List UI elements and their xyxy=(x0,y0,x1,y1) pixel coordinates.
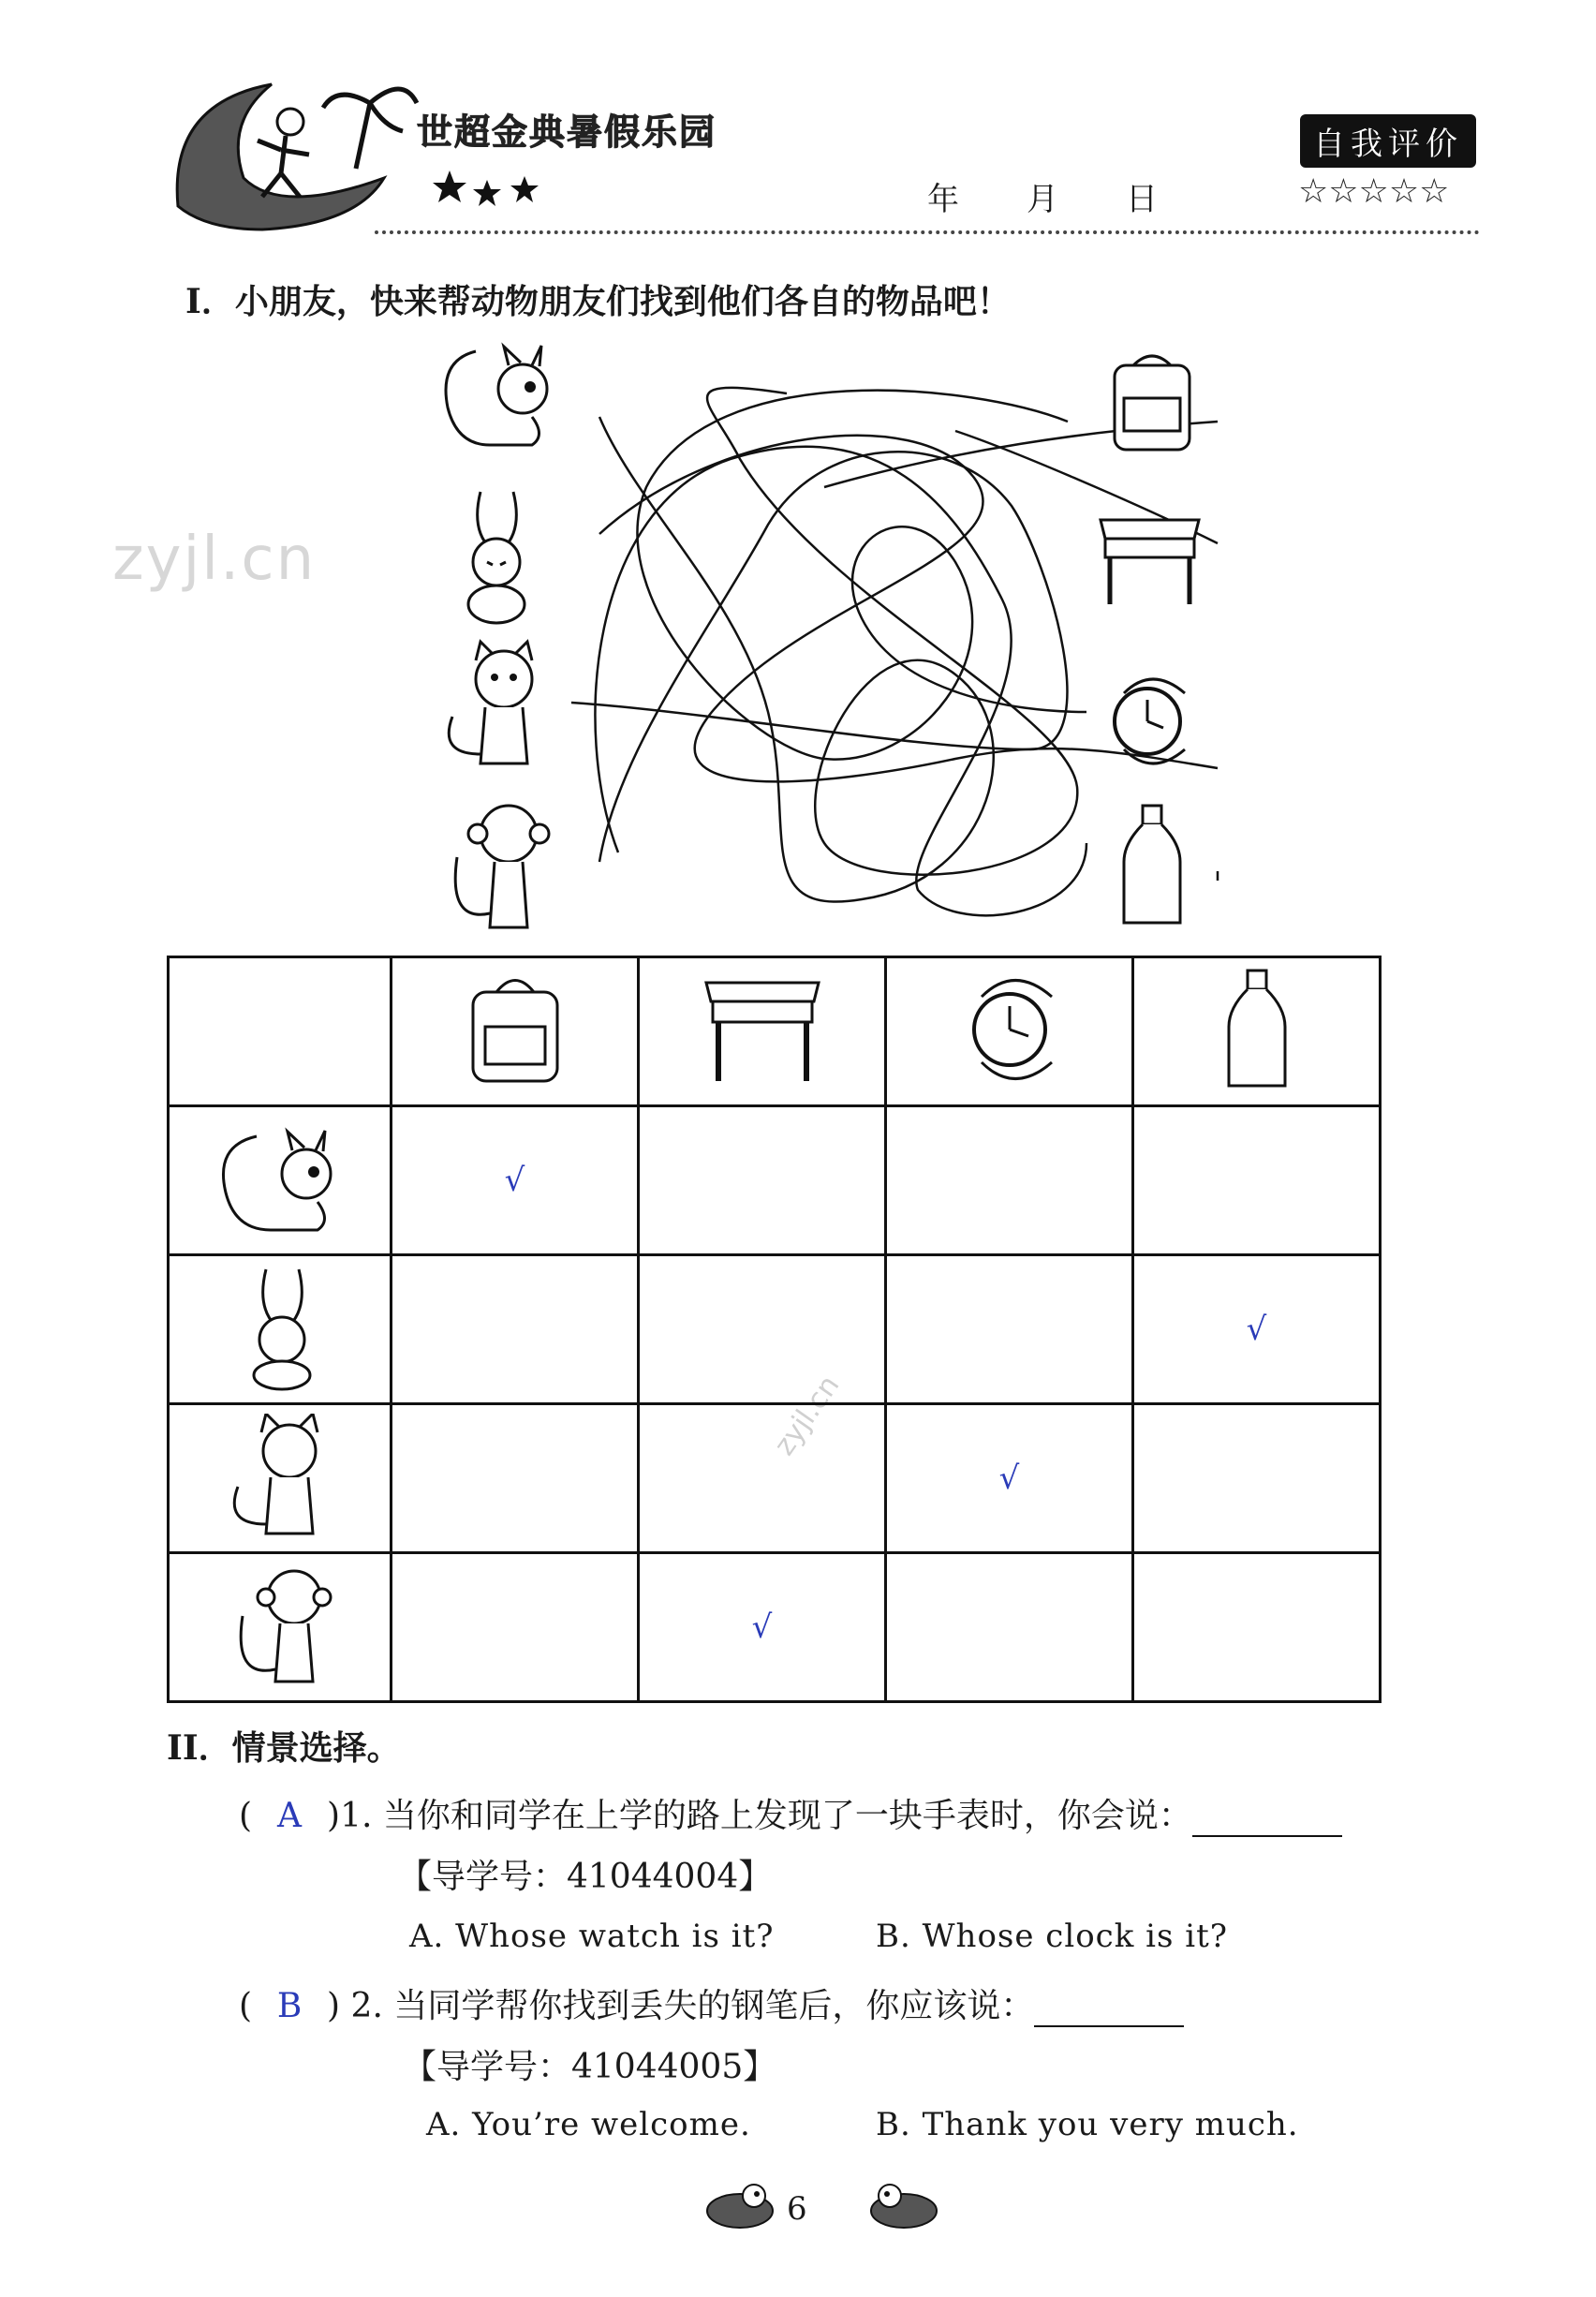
bird-left-icon xyxy=(702,2175,777,2231)
answer-cell[interactable] xyxy=(1133,1106,1381,1255)
schoolbag-icon xyxy=(459,969,571,1090)
check-mark: √ xyxy=(998,1460,1020,1497)
q2-open-paren: ( xyxy=(239,1987,253,2025)
date-fields xyxy=(927,173,1225,219)
q1-open-paren: ( xyxy=(239,1797,253,1835)
header-cell-watch xyxy=(886,957,1133,1106)
table-row xyxy=(169,1404,1381,1553)
answer-cell[interactable] xyxy=(639,1255,886,1404)
q2-ref: 【导学号：41044005】 xyxy=(403,2048,777,2086)
q1-blank[interactable] xyxy=(1192,1797,1342,1837)
row-head-monkey xyxy=(169,1553,392,1702)
watermark-small: zyjl.cn xyxy=(768,1370,847,1462)
cat-icon xyxy=(219,1414,341,1540)
header-divider xyxy=(375,230,1480,234)
page-number: 6 xyxy=(787,2190,807,2228)
answer-cell[interactable] xyxy=(639,1404,886,1553)
bottle-icon xyxy=(1219,969,1294,1090)
q2-text: 当同学帮你找到丢失的钢笔后，你应该说： xyxy=(393,1987,1035,2025)
row-head-cat xyxy=(169,1404,392,1553)
schoolbag-icon xyxy=(1115,356,1190,450)
answer-cell[interactable] xyxy=(886,1553,1133,1702)
row-head-squirrel xyxy=(169,1106,392,1255)
q2-blank[interactable] xyxy=(1034,1987,1184,2027)
row-head-rabbit xyxy=(169,1255,392,1404)
header-cell-bottle xyxy=(1133,957,1381,1106)
date-month-label: 月 xyxy=(1027,181,1060,218)
q1-answer[interactable]: A xyxy=(277,1797,303,1835)
q2-option-a[interactable]: A. You’re welcome. xyxy=(426,2106,751,2143)
q2-answer[interactable]: B xyxy=(276,1987,303,2025)
answer-cell[interactable] xyxy=(1133,1404,1381,1553)
answer-cell[interactable] xyxy=(392,1553,639,1702)
maze-items-column xyxy=(1096,347,1218,927)
desk-icon xyxy=(1101,520,1199,604)
rating-stars[interactable]: ☆☆☆☆☆ xyxy=(1298,172,1450,211)
q1-option-a[interactable]: A. Whose watch is it? xyxy=(409,1918,775,1955)
answer-cell[interactable] xyxy=(1133,1553,1381,1702)
squirrel-icon xyxy=(214,1118,346,1239)
date-day-label: 日 xyxy=(1126,181,1160,218)
answer-cell[interactable] xyxy=(886,1106,1133,1255)
q1-ref: 【导学号：41044004】 xyxy=(398,1858,773,1896)
desk-icon xyxy=(702,969,823,1090)
grid-corner-cell xyxy=(169,957,392,1106)
answer-cell[interactable] xyxy=(1133,1255,1381,1404)
watch-icon xyxy=(1115,679,1185,763)
header-cell-desk xyxy=(639,957,886,1106)
rabbit-icon xyxy=(224,1265,336,1391)
question-1 xyxy=(239,1789,1342,1837)
q1-option-b[interactable]: B. Whose clock is it? xyxy=(876,1918,1229,1955)
answer-cell[interactable] xyxy=(886,1404,1133,1553)
answer-cell[interactable] xyxy=(639,1106,886,1255)
self-eval-badge: 自我评价 xyxy=(1300,114,1476,168)
question-2 xyxy=(239,1979,1184,2027)
date-year-label: 年 xyxy=(927,181,961,218)
brand-title: 世超金典暑假乐园 xyxy=(417,111,717,153)
check-mark: √ xyxy=(751,1608,773,1646)
answer-cell[interactable] xyxy=(392,1255,639,1404)
answer-grid xyxy=(167,956,1382,1703)
answer-cell[interactable] xyxy=(392,1404,639,1553)
table-row xyxy=(169,1553,1381,1702)
section-1-title: I．小朋友，快来帮动物朋友们找到他们各自的物品吧！ xyxy=(185,282,1011,321)
check-mark: √ xyxy=(504,1162,525,1199)
header-cell-schoolbag xyxy=(392,957,639,1106)
q2-number: ) 2. xyxy=(327,1987,383,2025)
monkey-icon xyxy=(219,1564,341,1686)
answer-cell[interactable] xyxy=(392,1106,639,1255)
watermark: zyjl.cn xyxy=(112,525,317,594)
table-row xyxy=(169,957,1381,1106)
bird-right-icon xyxy=(866,2175,941,2231)
q1-text: 当你和同学在上学的路上发现了一块手表时，你会说： xyxy=(382,1797,1192,1835)
watch-icon xyxy=(949,969,1071,1090)
answer-cell[interactable] xyxy=(886,1255,1133,1404)
table-row xyxy=(169,1255,1381,1404)
q2-option-b[interactable]: B. Thank you very much. xyxy=(876,2106,1299,2143)
answer-cell[interactable] xyxy=(639,1553,886,1702)
bottle-icon xyxy=(1124,806,1180,923)
section-2-title: II．情景选择。 xyxy=(167,1728,401,1768)
check-mark: √ xyxy=(1246,1311,1267,1348)
q1-number: )1. xyxy=(327,1797,373,1835)
table-row xyxy=(169,1106,1381,1255)
